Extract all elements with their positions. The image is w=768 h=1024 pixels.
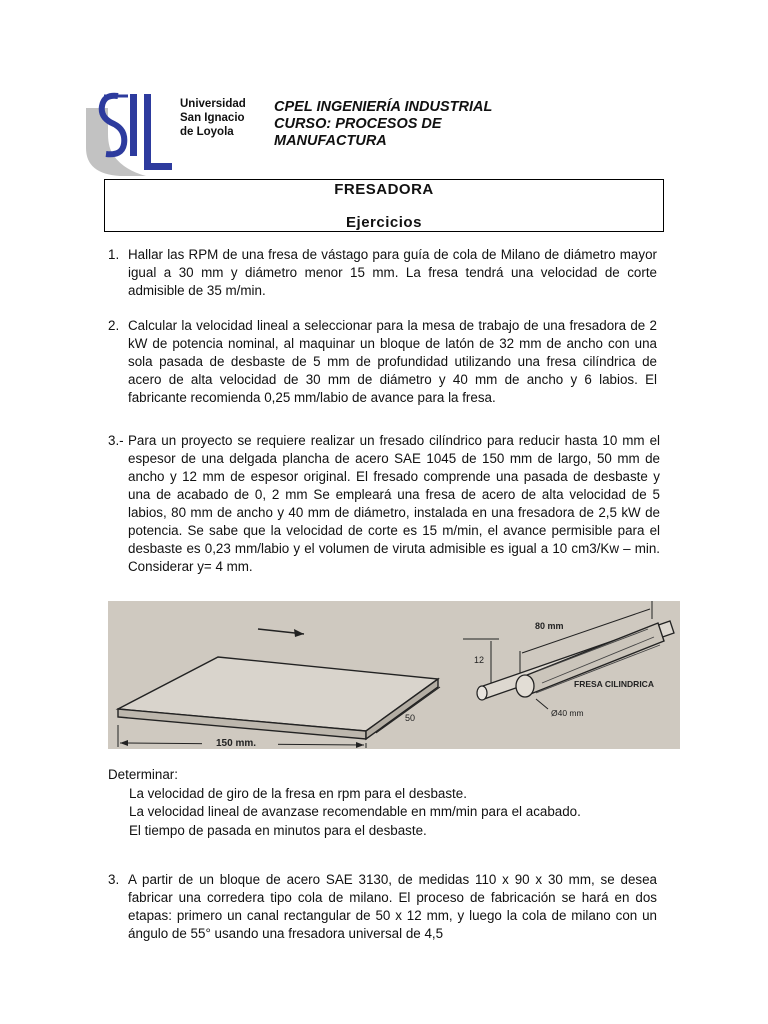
exercise-text: Hallar las RPM de una fresa de vástago para guía de cola de Milano de diámetro mayor igual a 30 mm y diámetro menor 15 mm. La fresa tendrá una velocidad de corte admisible de 35 m/min. <box>128 247 657 298</box>
determinar-item: La velocidad lineal de avanzase recomendable en mm/min para el acabado. <box>129 804 581 819</box>
exercise-3 <box>108 432 660 576</box>
label-diameter: Ø40 mm <box>551 708 584 718</box>
milling-diagram <box>108 601 680 749</box>
exercise-2 <box>108 317 657 407</box>
label-150: 150 mm. <box>216 738 257 749</box>
determinar-item: El tiempo de pasada en minutos para el desbaste. <box>129 822 427 838</box>
exercise-4 <box>108 871 657 943</box>
course-header <box>274 99 492 150</box>
university-name <box>180 97 246 139</box>
course-line: MANUFACTURA <box>274 133 387 149</box>
university-line: Universidad <box>180 98 246 110</box>
exercise-1 <box>108 246 657 300</box>
exercise-number: 3. <box>108 872 120 887</box>
course-line: CURSO: PROCESOS DE <box>274 116 442 132</box>
university-line: San Ignacio <box>180 112 245 124</box>
label-12: 12 <box>474 655 485 665</box>
exercise-text: Calcular la velocidad lineal a seleccionar para la mesa de trabajo de una fresadora de 2 kW de potencia nominal, al maquinar un bloque de latón de 32 mm de ancho con una sola pasada de desbaste de 5 mm de profundidad utilizando una fresa cilíndrica de acero de alta velocidad de 30 mm de diámetro y 40 mm de ancho y 6 labios. El fabricante recomienda 0,25 mm/labio de avance para la fresa. <box>128 318 657 405</box>
label-50: 50 <box>405 713 416 723</box>
exercise-text: A partir de un bloque de acero SAE 3130, de medidas 110 x 90 x 30 mm, se desea fabricar una corredera tipo cola de milano. El proceso de fabricación se hará en dos etapas: primero un canal rectangular de 50 x 12 mm, y luego la cola de milano con un ángulo de 55° usando una fresadora universal de 4,5 <box>128 872 657 941</box>
exercise-number: 1. <box>108 247 120 262</box>
determinar-section <box>108 766 581 840</box>
university-logo <box>84 90 176 178</box>
exercise-number: 3.- <box>108 433 124 448</box>
exercise-number: 2. <box>108 318 120 333</box>
university-line: de Loyola <box>180 126 234 138</box>
exercise-text: Para un proyecto se requiere realizar un fresado cilíndrico para reducir hasta 10 mm el espesor de una delgada plancha de acero SAE 1045 de 150 mm de largo, 50 mm de ancho y 12 mm de espesor original. El fresado comprende una pasada de desbaste y una de acabado de 0, 2 mm Se empleará una fresa de acero de alta velocidad de 5 labios, 80 mm de ancho y 40 mm de diámetro, instalada en una fresadora de 2,5 kW de potencia. Se sabe que la velocidad de corte es 15 m/min, el avance permisible para el desbaste es 0,23 mm/labio y el volumen de viruta admisible es igual a 10 cm3/Kw – min. Considerar y= 4 mm. <box>128 433 660 574</box>
course-line: CPEL INGENIERÍA INDUSTRIAL <box>274 99 493 115</box>
document-title: FRESADORA <box>334 181 434 198</box>
determinar-heading: Determinar: <box>108 767 178 782</box>
document-subtitle: Ejercicios <box>346 214 422 231</box>
label-fresa: FRESA CILINDRICA <box>574 679 654 689</box>
determinar-item: La velocidad de giro de la fresa en rpm para el desbaste. <box>129 785 467 801</box>
milling-figure <box>108 601 680 749</box>
title-box <box>104 179 664 232</box>
label-80: 80 mm <box>535 621 564 631</box>
